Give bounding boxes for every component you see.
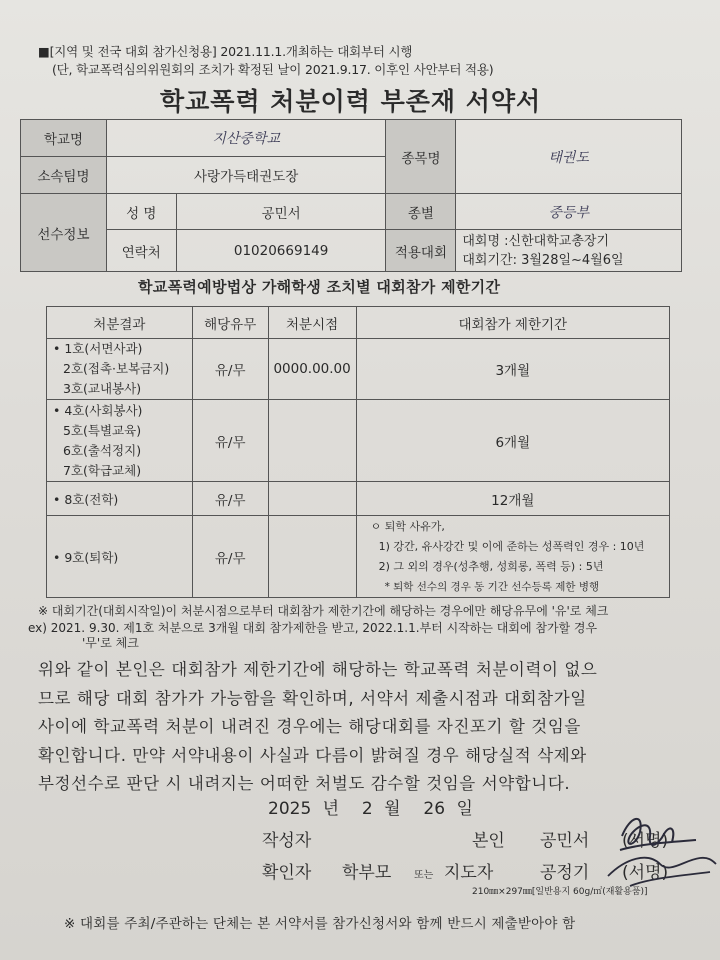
period-cell: 3개월 — [356, 339, 669, 400]
restriction-row — [47, 482, 670, 516]
period-line: 1) 강간, 유사강간 및 이에 준하는 성폭력인 경우 : 10년 — [378, 539, 645, 553]
player-info-label: 선수정보 — [21, 194, 107, 272]
pledge-line: 확인합니다. 만약 서약내용이 사실과 다름이 밝혀질 경우 해당실적 삭제와 — [38, 745, 587, 765]
note-example-line: ex) 2021. 9.30. 제1호 처분으로 3개월 대회 참가제한을 받고, 2022.1.1.부터 시작하는 대회에 참가할 경우 — [28, 621, 598, 635]
category-label: 종별 — [386, 194, 456, 230]
school-label: 학교명 — [21, 120, 107, 157]
footer-notice: ※ 대회를 주최/주관하는 단체는 본 서약서를 참가신청서와 함께 반드시 제출받아야 함 — [64, 916, 576, 932]
result-line: 2호(접촉·보복금지) — [63, 361, 170, 376]
author-label: 작성자 — [262, 831, 312, 851]
result-line: 6호(출석정지) — [63, 442, 142, 458]
result-cell — [47, 400, 193, 482]
applied-label: 적용대회 — [386, 230, 456, 272]
category-value: 중등부 — [456, 194, 682, 230]
result-cell — [47, 339, 193, 400]
period-line: 2) 그 외의 경우(성추행, 성희롱, 폭력 등) : 5년 — [378, 559, 604, 573]
period-cell: 6개월 — [356, 400, 669, 482]
contact-value: 01020669149 — [176, 230, 386, 272]
date-month: 2 — [361, 799, 373, 819]
coach-label: 지도자 — [444, 863, 494, 883]
date-cell — [268, 400, 356, 482]
result-line: 5호(특별교육) — [63, 422, 142, 438]
restriction-title: 학교폭력예방법상 가해학생 조치별 대회참가 제한기간 — [138, 278, 501, 296]
date-cell — [268, 516, 356, 598]
period-line: * 퇴학 선수의 경우 동 기간 선수등록 제한 병행 — [384, 580, 600, 593]
pledge-line: 사이에 학교폭력 처분이 내려진 경우에는 해당대회를 자진포기 할 것임을 — [38, 717, 581, 736]
col-header-applicable: 해당유무 — [192, 307, 268, 339]
pledge-line: 므로 해당 대회 참가가 가능함을 확인하며, 서약서 제출시점과 대회참가일 — [38, 688, 587, 708]
result-line: 3호(교내봉사) — [63, 381, 142, 396]
col-header-date: 처분시점 — [268, 307, 356, 339]
contact-label: 연락처 — [106, 230, 176, 272]
period-cell — [356, 516, 669, 598]
confirmer-label: 확인자 — [262, 863, 312, 883]
applicable-cell: 유/무 — [192, 400, 268, 482]
applicable-cell: 유/무 — [192, 339, 268, 400]
signing-date — [268, 794, 473, 819]
pledge-line: 위와 같이 본인은 대회참가 제한기간에 해당하는 학교폭력 처분이력이 없으 — [38, 660, 598, 679]
result-line: 7호(학급교체) — [63, 462, 142, 478]
applied-competition — [456, 230, 682, 272]
self-label: 본인 — [472, 831, 505, 851]
event-label: 종목명 — [386, 120, 456, 194]
event-value: 태권도 — [456, 120, 682, 194]
result-line: • 4호(사회봉사) — [53, 402, 143, 418]
note-line: ※ 대회기간(대회시작일)이 처분시점으로부터 대회참가 제한기간에 해당하는 경우에만 해당유무에 '유'로 체크 — [38, 604, 609, 618]
coach-name: 공정기 — [540, 863, 590, 883]
team-label: 소속팀명 — [21, 157, 107, 194]
header-scope-line: ■[지역 및 전국 대회 참가신청용] 2021.11.1.개최하는 대회부터 시행 — [38, 44, 413, 59]
date-day-unit: 일 — [456, 799, 473, 819]
restriction-header-row — [47, 307, 670, 339]
date-year: 2025 — [268, 799, 312, 819]
note-line: '무'로 체크 — [82, 636, 139, 650]
result-line: • 1호(서면사과) — [53, 341, 143, 356]
col-header-result: 처분결과 — [47, 307, 193, 339]
header-note-line: (단, 학교폭력심의위원회의 조치가 확정된 날이 2021.9.17. 이후인 사안부터 적용) — [52, 62, 494, 77]
pledge-line: 부정선수로 판단 시 내려지는 어떠한 처벌도 감수할 것임을 서약합니다. — [38, 774, 571, 793]
date-cell — [268, 482, 356, 516]
author-name: 공민서 — [540, 831, 590, 851]
pledge-paragraph — [38, 656, 597, 799]
team-value: 사랑가득태권도장 — [106, 157, 386, 194]
or-label: 또는 — [414, 870, 434, 881]
coach-seal: (서명) — [622, 863, 669, 883]
parent-label: 학부모 — [342, 863, 392, 883]
applied-period: 대회기간: 3월28일~4월6일 — [462, 252, 624, 268]
document-title: 학교폭력 처분이력 부존재 서약서 — [160, 87, 542, 116]
restriction-table — [46, 306, 670, 598]
date-cell: 0000.00.00 — [268, 339, 356, 400]
author-seal: (서명) — [622, 831, 669, 851]
applicable-cell: 유/무 — [192, 516, 268, 598]
period-cell: 12개월 — [356, 482, 669, 516]
date-day: 26 — [423, 799, 446, 819]
handwritten-signature-icon — [600, 806, 718, 894]
school-value: 지산중학교 — [106, 120, 386, 157]
date-month-unit: 월 — [384, 799, 401, 819]
applied-name: 대회명 :신한대학교총장기 — [462, 233, 610, 249]
result-cell: • 8호(전학) — [47, 482, 193, 516]
restriction-row — [47, 516, 670, 598]
col-header-period: 대회참가 제한기간 — [356, 307, 669, 339]
restriction-row — [47, 339, 670, 400]
restriction-row — [47, 400, 670, 482]
paper-spec: 210㎜×297㎜[일반용지 60g/㎡(재활용품)] — [472, 887, 648, 897]
player-info-table — [20, 119, 682, 272]
applicable-cell: 유/무 — [192, 482, 268, 516]
date-year-unit: 년 — [322, 799, 340, 819]
result-cell: • 9호(퇴학) — [47, 516, 193, 598]
name-label: 성 명 — [106, 194, 176, 230]
name-value: 공민서 — [176, 194, 386, 230]
period-line: ㅇ 퇴학 사유가, — [370, 519, 445, 533]
